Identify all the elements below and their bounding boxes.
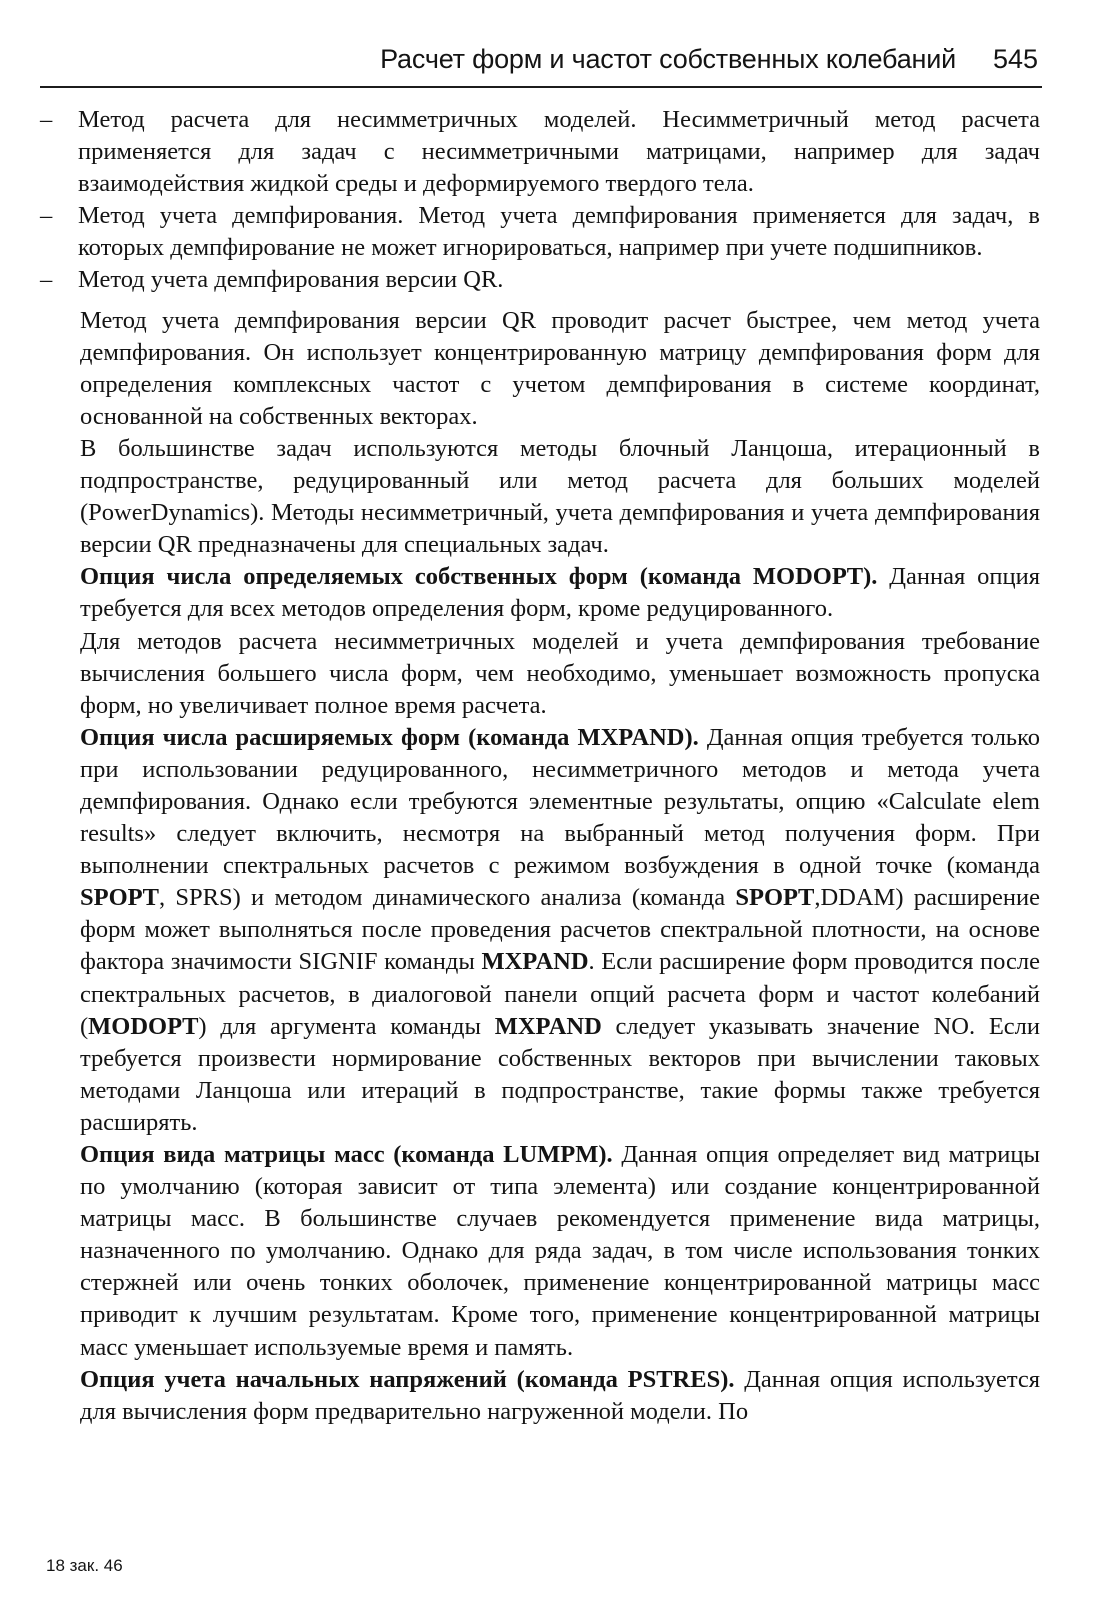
paragraph-modopt [80, 561, 1040, 625]
paragraph-pstres [80, 1364, 1040, 1428]
paragraph-text: Данная опция используется для вычисления форм предварительно нагруженной модели. По [80, 1365, 1040, 1425]
paragraph-text: следует указывать значение NO. Если требуется произвести нормирование собственных векторов при вычислении таковых методами Ланцоша или итераций в подпространстве, такие формы также требуется расширять. [80, 1012, 1041, 1136]
list-item-text: Метод учета демпфирования версии QR. [78, 266, 504, 294]
paragraph-text: Данная опция определяет вид матрицы по умолчанию (которая зависит от типа элемента) или создание концентрированной матрицы масс. В большинстве случаев рекомендуется применение вида матрицы, назначенного по умолчанию. Однако для ряда задач, в том числе использования тонких стержней или очень тонких оболочек, применение концентрированной матрицы масс приводит к лучшим результатам. Кроме того, применение концентрированной матрицы масс уменьшает используемые время и память. [80, 1141, 1040, 1361]
paragraph-qr-method: Метод учета демпфирования версии QR проводит расчет быстрее, чем метод учета демпфирования. Он использует концентрированную матрицу демпфирования форм для определения комплексных частот с учетом демпфирования в системе координат, основанной на собственных векторах. [80, 306, 1040, 430]
printer-signature: 18 зак. 46 [46, 1556, 123, 1575]
paragraph-lead: Опция числа определяемых собственных форм (команда MODOPT). [80, 563, 878, 591]
command-name: MXPAND [481, 948, 589, 976]
command-name: SPOPT [80, 884, 159, 912]
paragraph-lead: Опция числа расширяемых форм (команда MXPAND). [80, 723, 699, 751]
paragraph-text: . Если расширение форм проводится после спектральных расчетов, в диалоговой панели опций расчета форм и частот колебаний ( [80, 948, 1040, 1040]
method-list [40, 104, 1040, 297]
dash-marker: – [40, 106, 53, 133]
list-item [40, 264, 1040, 296]
paragraph-mxpand [80, 722, 1040, 1139]
command-name: MXPAND [494, 1012, 602, 1040]
paragraph-text: Данная опция требуется только при использовании редуцированного, несимметричного методов и метода учета демпфирования. Однако если требуются элементные результаты, опцию «Calculate elem results» следует включить, несмотря на выбранный метод получения форм. При выполнении спектральных расчетов с режимом возбуждения в одной точке (команда [80, 723, 1041, 880]
paragraph-lead: Опция учета начальных напряжений (команда PSTRES). [80, 1365, 735, 1393]
paragraph-method-usage: В большинстве задач используются методы блочный Ланцоша, итерационный в подпространстве, редуцированный или метод расчета для больших моделей (PowerDynamics). Методы несимметричный, учета демпфирования и учета демпфирования версии QR предназначены для специальных задач. [80, 434, 1040, 559]
paragraph-lead: Опция вида матрицы масс (команда LUMPM). [80, 1141, 613, 1168]
paragraph-text: , SPRS) и методом динамического анализа (команда [158, 884, 736, 912]
dash-marker: – [40, 266, 53, 294]
running-header [40, 40, 1042, 88]
paragraph-unsymmetric-note: Для методов расчета несимметричных моделей и учета демпфирования требование вычисления большего числа форм, чем необходимо, уменьшает возможность пропуска форм, но увеличивает полное время расчета. [80, 627, 1040, 719]
command-name: MODOPT [88, 1012, 199, 1040]
running-title: Расчет форм и частот собственных колебаний [380, 44, 956, 74]
command-name: SPOPT [735, 884, 815, 912]
paragraph-text: Данная опция требуется для всех методов определения форм, кроме редуцированного. [80, 563, 1040, 623]
dash-marker: – [40, 202, 53, 230]
paragraph-text: ) для аргумента команды [198, 1012, 495, 1040]
page-number: 545 [992, 44, 1038, 74]
body-text [40, 104, 1041, 1428]
list-item-text: Метод учета демпфирования. Метод учета демпфирования применяется для задач, в которых демпфирование не может игнорироваться, например при учете подшипников. [78, 202, 1040, 262]
list-item-text: Метод расчета для несимметричных моделей. Несимметричный метод расчета применяется для задач с несимметричными матрицами, например для задач взаимодействия жидкой среды и деформируемого твердого тела. [78, 106, 1040, 198]
list-item [40, 104, 1040, 200]
paragraph-lumpm [80, 1139, 1040, 1364]
paragraph-text: ,DDAM) расширение форм может выполняться после проведения расчетов спектральной плотности, на основе фактора значимости SIGNIF команды [80, 884, 1040, 976]
list-item [40, 200, 1040, 264]
